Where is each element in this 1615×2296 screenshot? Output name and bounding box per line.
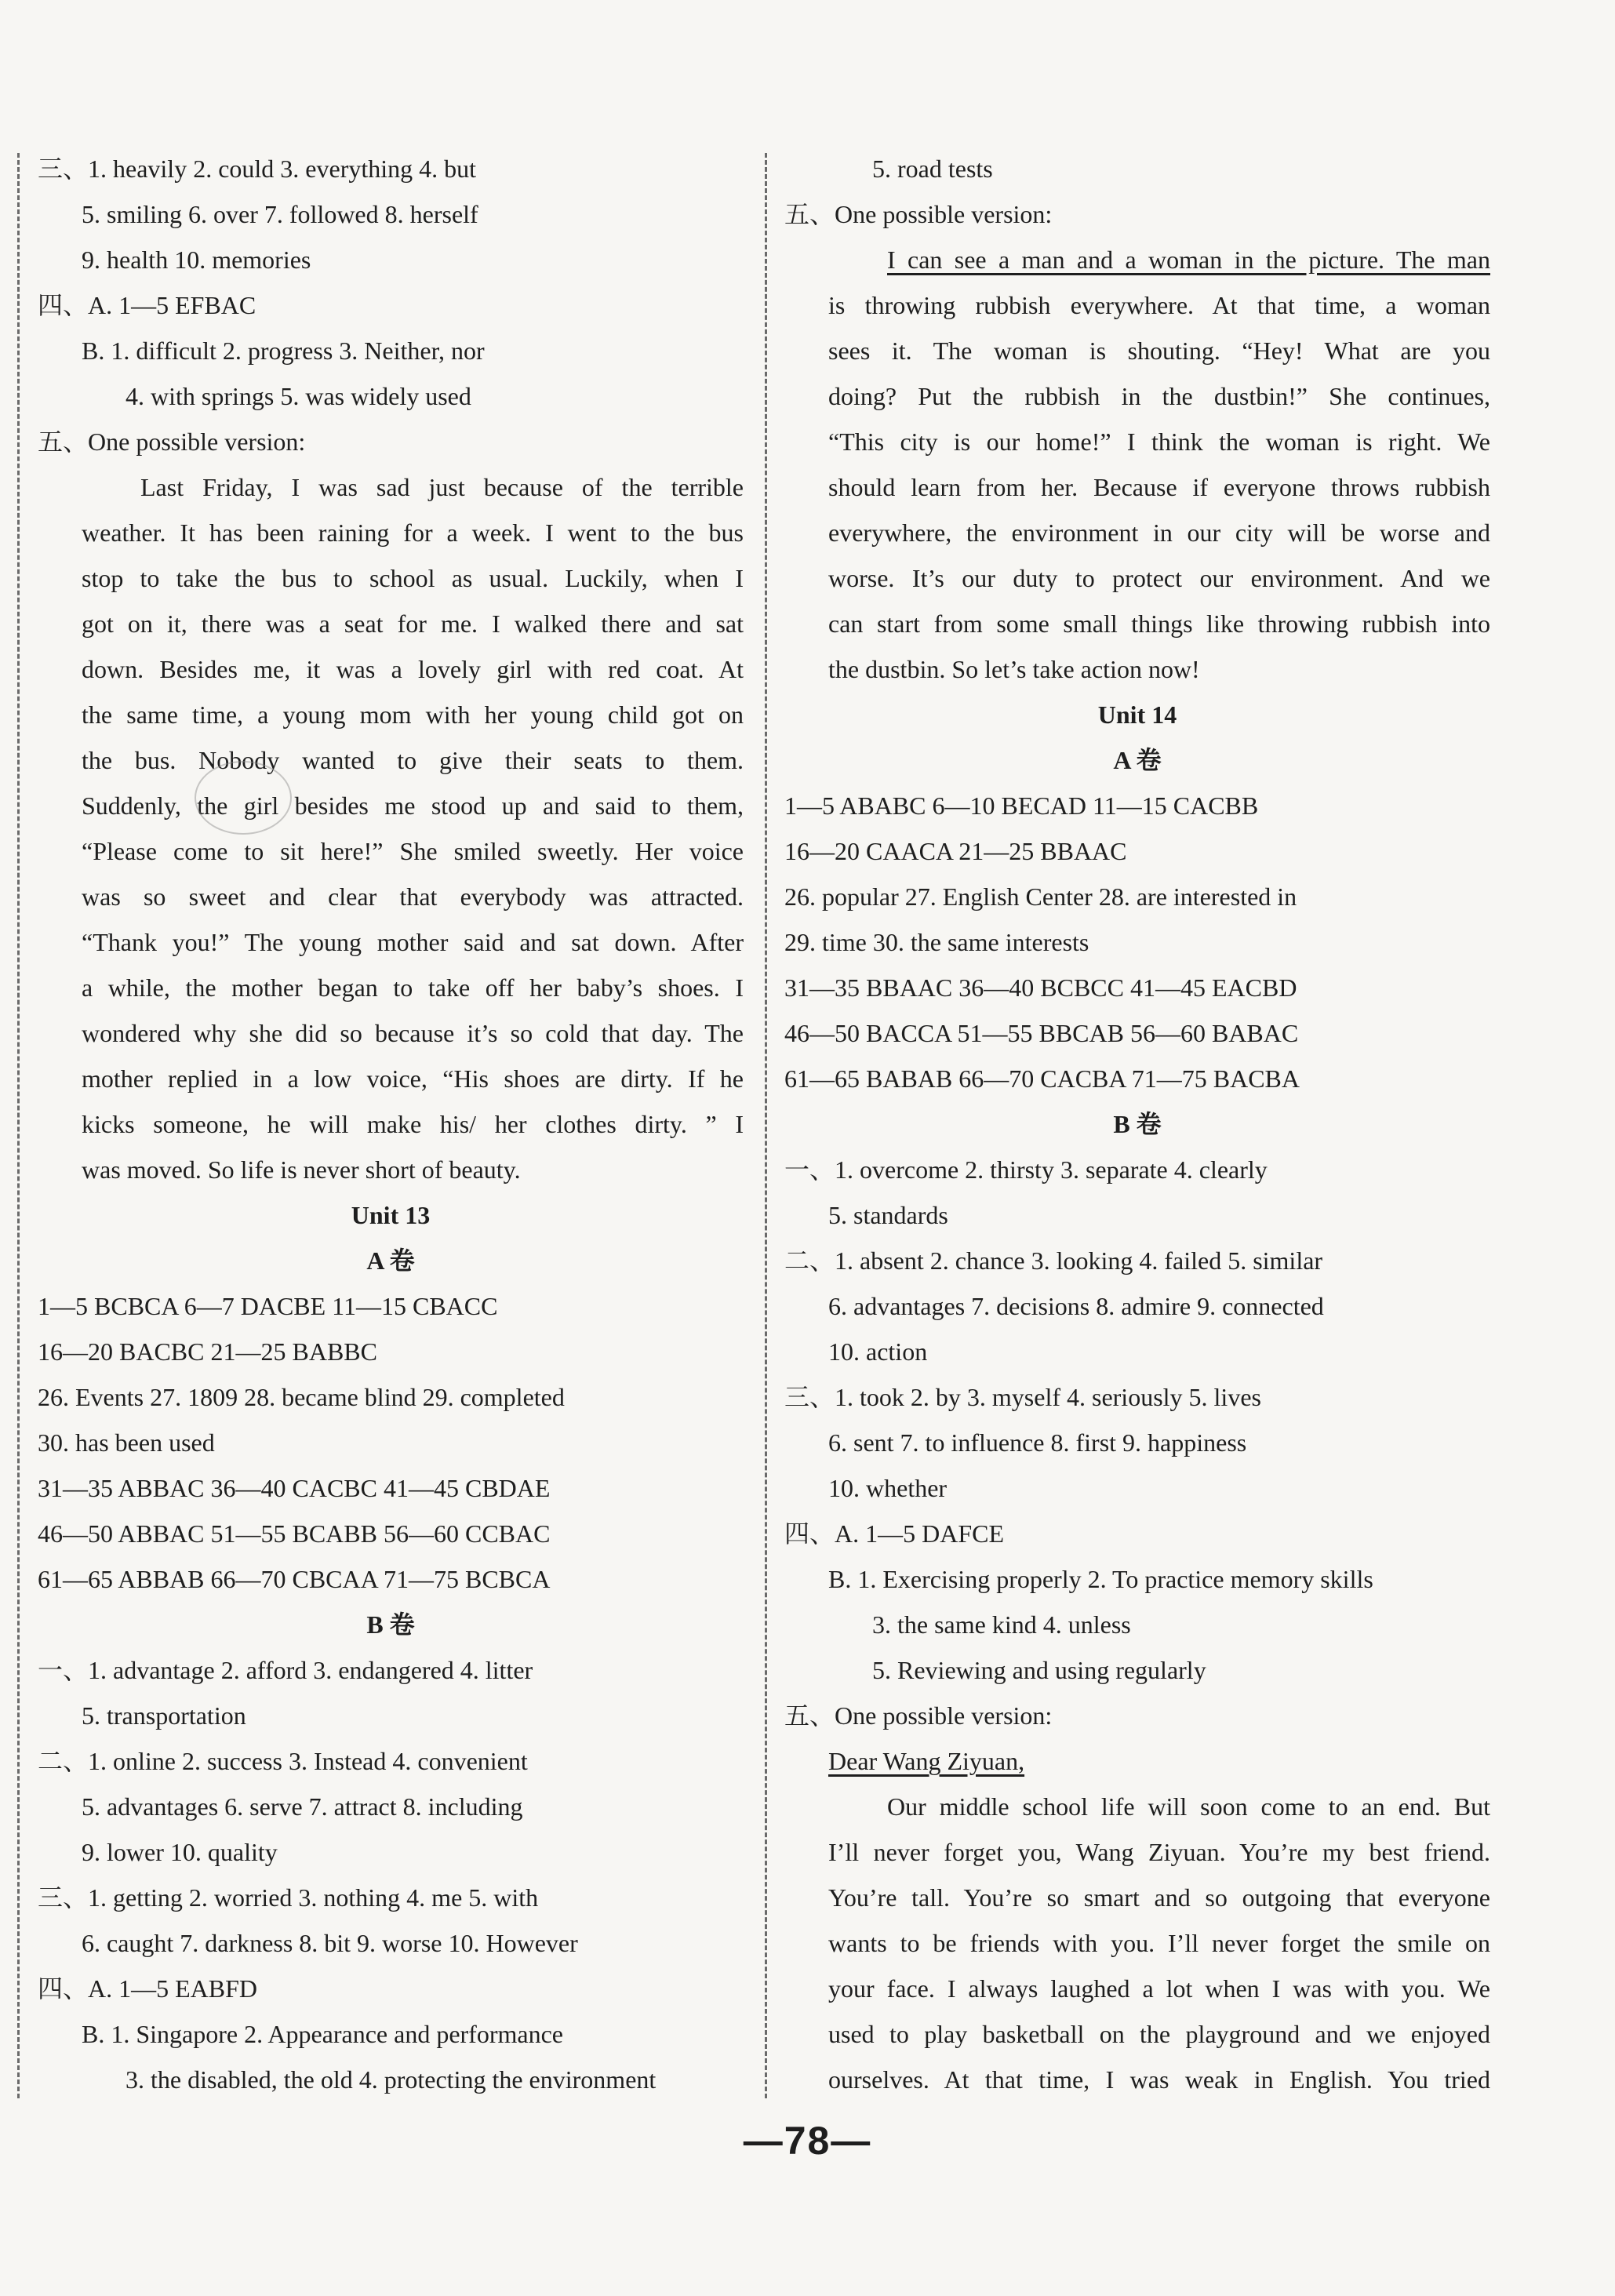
left-column [38,146,744,2102]
text-line: 31—35 BBAAC 36—40 BCBCC 41—45 EACBD [784,973,1297,1002]
text-line: weather. It has been raining for a week. I went to the bus [82,519,744,547]
text-line: 5. smiling 6. over 7. followed 8. herself [82,200,478,228]
text-line: stop to take the bus to school as usual. Luckily, when I [82,564,744,592]
text-line: 四、A. 1—5 EFBAC [38,291,256,319]
text-line: B 卷 [1113,1110,1162,1138]
text-line: 5. advantages 6. serve 7. attract 8. including [82,1792,523,1821]
text-line: doing? Put the rubbish in the dustbin!” She continues, [828,382,1490,410]
text-line: 29. time 30. the same interests [784,928,1089,956]
text-line: 30. has been used [38,1428,215,1457]
text-line: 10. action [828,1337,928,1366]
center-divider-dashes [765,153,767,2098]
text-line: 6. caught 7. darkness 8. bit 9. worse 10. However [82,1929,578,1957]
text-line: I can see a man and a woman in the picture. The man [887,246,1490,274]
right-column [784,146,1490,2102]
text-line: I’ll never forget you, Wang Ziyuan. You’re my best friend. [828,1838,1490,1866]
text-line: is throwing rubbish everywhere. At that time, a woman [828,291,1490,319]
text-line: 5. Reviewing and using regularly [872,1656,1206,1684]
text-line: the same time, a young mom with her young child got on [82,700,744,729]
text-line: was so sweet and clear that everybody was attracted. [82,882,744,911]
text-line: 三、1. getting 2. worried 3. nothing 4. me 5. with [38,1883,539,1912]
text-line: Suddenly, the girl besides me stood up and said to them, [82,791,744,820]
text-line: down. Besides me, it was a lovely girl with red coat. At [82,655,744,683]
text-line: 26. popular 27. English Center 28. are interested in [784,882,1297,911]
faint-stamp-mark [195,761,292,835]
text-line: 四、A. 1—5 EABFD [38,1974,258,2003]
text-line: 5. transportation [82,1701,246,1730]
text-line: the dustbin. So let’s take action now! [828,655,1200,683]
text-line: got on it, there was a seat for me. I walked there and sat [82,609,744,638]
text-line: 16—20 CAACA 21—25 BBAAC [784,837,1127,865]
text-line: 6. advantages 7. decisions 8. admire 9. connected [828,1292,1324,1320]
text-line: 一、1. overcome 2. thirsty 3. separate 4. clearly [784,1155,1268,1184]
text-line: 三、1. took 2. by 3. myself 4. seriously 5. lives [784,1383,1261,1411]
text-line: should learn from her. Because if everyone throws rubbish [828,473,1490,501]
text-line: 26. Events 27. 1809 28. became blind 29. completed [38,1383,565,1411]
text-line: A 卷 [1113,746,1162,774]
text-line: your face. I always laughed a lot when I was with you. We [828,1974,1490,2003]
text-line: 31—35 ABBAC 36—40 CACBC 41—45 CBDAE [38,1474,551,1502]
text-line: B. 1. difficult 2. progress 3. Neither, nor [82,337,485,365]
text-line: 61—65 BABAB 66—70 CACBA 71—75 BACBA [784,1064,1300,1093]
text-line: “Please come to sit here!” She smiled sweetly. Her voice [82,837,744,865]
text-line: 46—50 BACCA 51—55 BBCAB 56—60 BABAC [784,1019,1299,1047]
text-line: Dear Wang Ziyuan, [828,1747,1025,1775]
text-line: 61—65 ABBAB 66—70 CBCAA 71—75 BCBCA [38,1565,551,1593]
text-line: 二、1. absent 2. chance 3. looking 4. failed 5. similar [784,1246,1323,1275]
text-line: ourselves. At that time, I was weak in English. You tried [828,2065,1490,2094]
text-line: B 卷 [366,1610,415,1639]
text-line: 5. road tests [872,155,993,183]
text-line: 五、One possible version: [784,1701,1053,1730]
text-line: Unit 14 [1097,700,1177,729]
text-line: 五、One possible version: [38,428,306,456]
text-line: 三、1. heavily 2. could 3. everything 4. but [38,155,477,183]
text-line: wants to be friends with you. I’ll never forget the smile on [828,1929,1490,1957]
text-line: 二、1. online 2. success 3. Instead 4. convenient [38,1747,528,1775]
text-line: Our middle school life will soon come to an end. But [887,1792,1490,1821]
text-line: the bus. Nobody wanted to give their seats to them. [82,746,744,774]
text-line: 5. standards [828,1201,948,1229]
text-line: 10. whether [828,1474,948,1502]
text-line: 一、1. advantage 2. afford 3. endangered 4. litter [38,1656,533,1684]
text-line: 6. sent 7. to influence 8. first 9. happiness [828,1428,1247,1457]
text-line: 四、A. 1—5 DAFCE [784,1519,1005,1548]
text-line: You’re tall. You’re so smart and so outgoing that everyone [828,1883,1490,1912]
text-line: 1—5 BCBCA 6—7 DACBE 11—15 CBACC [38,1292,498,1320]
text-line: 1—5 ABABC 6—10 BECAD 11—15 CACBB [784,791,1259,820]
text-line: B. 1. Exercising properly 2. To practice memory skills [828,1565,1373,1593]
text-line: worse. It’s our duty to protect our environment. And we [828,564,1490,592]
text-line: a while, the mother began to take off her baby’s shoes. I [82,973,744,1002]
text-line: Last Friday, I was sad just because of the terrible [140,473,744,501]
text-line: 3. the disabled, the old 4. protecting the environment [125,2065,657,2094]
text-line: “Thank you!” The young mother said and sat down. After [82,928,744,956]
text-line: “This city is our home!” I think the woman is right. We [828,428,1490,456]
text-line: 3. the same kind 4. unless [872,1610,1131,1639]
text-line: 9. health 10. memories [82,246,311,274]
text-line: 46—50 ABBAC 51—55 BCABB 56—60 CCBAC [38,1519,551,1548]
text-line: mother replied in a low voice, “His shoes are dirty. If he [82,1064,744,1093]
text-line: 五、One possible version: [784,200,1053,228]
text-line: kicks someone, he will make his/ her clothes dirty. ” I [82,1110,744,1138]
text-line: used to play basketball on the playground and we enjoyed [828,2020,1490,2048]
page-number: —78— [743,2119,872,2163]
text-line: 4. with springs 5. was widely used [125,382,471,410]
text-line: can start from some small things like throwing rubbish into [828,609,1490,638]
text-line: sees it. The woman is shouting. “Hey! What are you [828,337,1490,365]
text-line: Unit 13 [351,1201,431,1229]
text-line: B. 1. Singapore 2. Appearance and performance [82,2020,563,2048]
text-line: 9. lower 10. quality [82,1838,278,1866]
text-line: A 卷 [366,1246,415,1275]
text-line: wondered why she did so because it’s so cold that day. The [82,1019,744,1047]
text-line: 16—20 BACBC 21—25 BABBC [38,1337,377,1366]
left-margin-dashes [17,153,20,2098]
text-line: was moved. So life is never short of beauty. [82,1155,521,1184]
text-line: everywhere, the environment in our city will be worse and [828,519,1490,547]
